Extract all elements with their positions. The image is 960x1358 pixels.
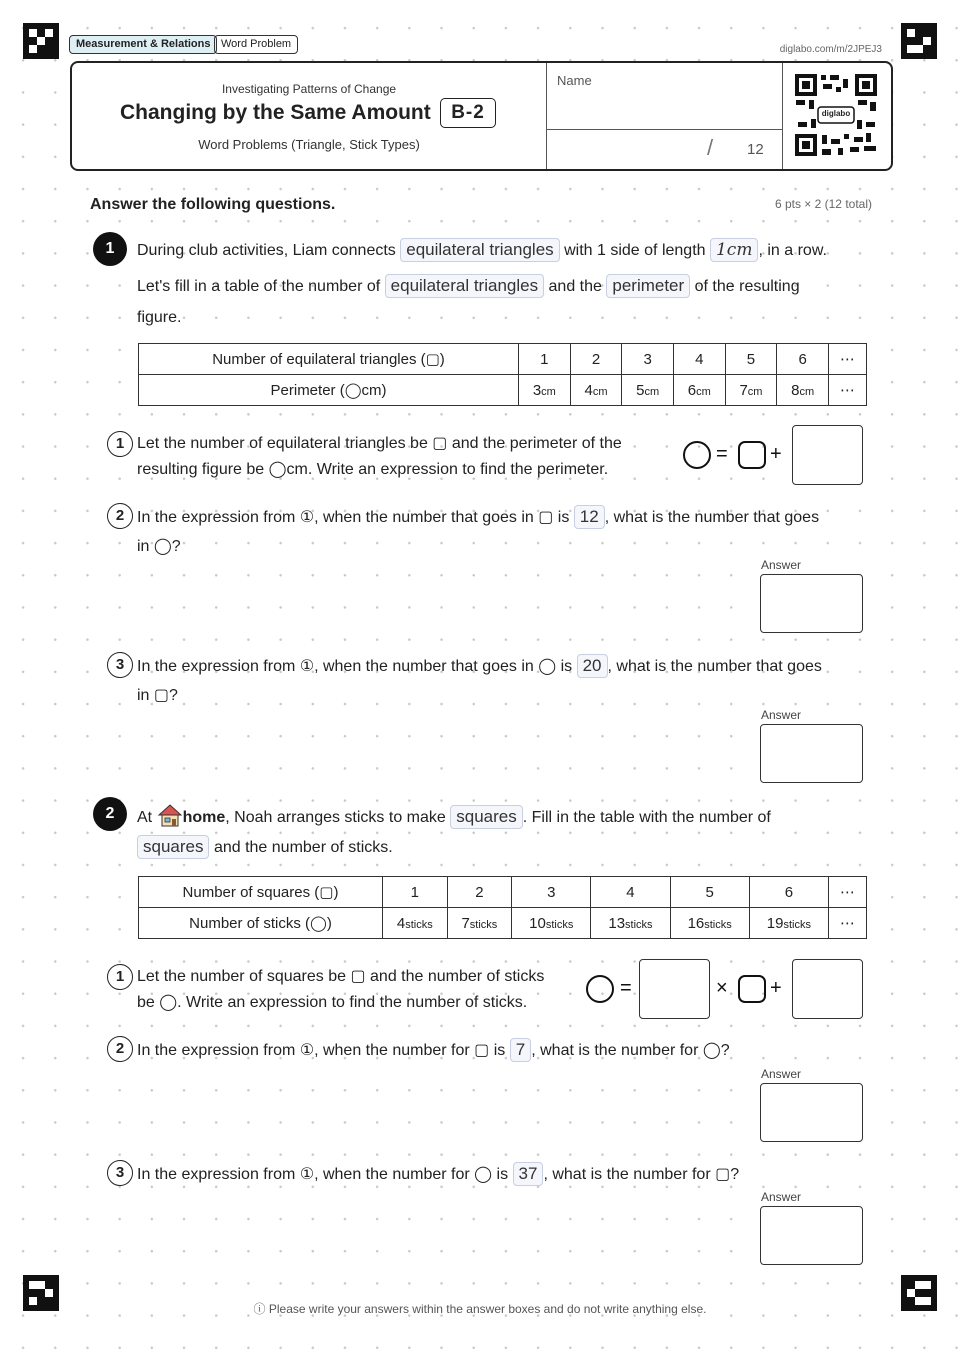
keyword-value: 20 (577, 654, 608, 678)
table-cell: 5 (725, 344, 777, 375)
table-header-cell: Number of equilateral triangles (▢) (139, 344, 519, 375)
name-score-area (546, 63, 783, 169)
q2-sub3-line1: In the expression from ①, when the number for ◯ is 37 , what is the number for ▢? (137, 1162, 739, 1186)
q1-text-line3: figure. (137, 309, 182, 326)
header-description: Word Problems (Triangle, Stick Types) (198, 137, 420, 152)
table-cell: 4 (673, 344, 725, 375)
answer-label: Answer (761, 1190, 802, 1204)
question-2-number: 2 (93, 797, 127, 831)
equals-sign: = (716, 443, 728, 465)
keyword-equilateral-triangles: equilateral triangles (400, 238, 559, 262)
name-label: Name (557, 73, 592, 88)
q1-sub1-line1: Let the number of equilateral triangles be ▢ and the perimeter of the (137, 435, 622, 452)
circle-symbol (683, 441, 711, 469)
times-sign: × (716, 977, 728, 999)
q2-sub2-line1: In the expression from ①, when the number for ▢ is 7 , what is the number for ◯? (137, 1038, 730, 1062)
q2-expression-constant-box[interactable] (792, 959, 863, 1019)
q2-sub1-line1: Let the number of squares be ▢ and the number of sticks (137, 968, 545, 985)
table-cell: 5 (670, 877, 749, 908)
worksheet-header (70, 61, 893, 171)
qr-code-icon (794, 73, 878, 157)
level-badge: B-2 (440, 98, 496, 128)
table-cell: 3 (512, 877, 591, 908)
table-cell: 16sticks (670, 908, 749, 939)
keyword-side-length: 1cm (710, 238, 758, 262)
plus-sign: + (770, 443, 782, 465)
keyword-perimeter: perimeter (606, 274, 690, 298)
q1-sub3-line1: In the expression from ①, when the number that goes in ◯ is 20 , what is the number that goes (137, 654, 822, 678)
q2-table-row-squares (139, 877, 867, 908)
page-title: Changing by the Same Amount (120, 101, 431, 124)
answer-label: Answer (761, 558, 802, 572)
answer-label: Answer (761, 1067, 802, 1081)
points-note: 6 pts × 2 (12 total) (774, 197, 872, 211)
score-slash: / (707, 135, 714, 160)
table-header-cell: Number of sticks (◯) (139, 908, 383, 939)
type-tag: Word Problem (214, 35, 298, 54)
q2-sub1-line2: be ◯. Write an expression to find the number of sticks. (137, 994, 528, 1011)
q2-sub3-number: 3 (107, 1160, 133, 1186)
footer-note: ⓘ Please write your answers within the answer boxes and do not write anything else. (253, 1302, 707, 1316)
q2-sub2-answer-box[interactable] (760, 1083, 863, 1142)
square-symbol (738, 975, 766, 1003)
q2-table-row-sticks (139, 908, 867, 939)
keyword-value: 12 (574, 505, 605, 529)
table-cell: 1 (519, 344, 571, 375)
table-header-cell: Number of squares (▢) (139, 877, 383, 908)
q1-table-row-count (139, 344, 867, 375)
keyword-equilateral-triangles: equilateral triangles (385, 274, 544, 298)
plus-sign: + (770, 977, 782, 999)
table-ellipsis: ⋯ (829, 908, 867, 939)
table-cell: 8cm (777, 375, 829, 406)
table-header-cell: Perimeter (◯cm) (139, 375, 519, 406)
table-cell: 6cm (673, 375, 725, 406)
equals-sign: = (620, 977, 632, 999)
square-symbol (738, 441, 766, 469)
table-cell: 1 (383, 877, 448, 908)
table-cell: 13sticks (591, 908, 670, 939)
score-total: 12 (747, 141, 764, 158)
table-cell: 4sticks (383, 908, 448, 939)
q2-expression-coefficient-box[interactable] (639, 959, 710, 1019)
table-cell: 7cm (725, 375, 777, 406)
q2-sub2-number: 2 (107, 1036, 133, 1062)
qr-label: diglabo (821, 109, 851, 118)
circle-symbol (586, 975, 614, 1003)
table-cell: 3 (622, 344, 674, 375)
q2-table (138, 876, 867, 939)
table-cell: 19sticks (749, 908, 828, 939)
table-ellipsis: ⋯ (829, 344, 867, 375)
table-cell: 2 (570, 344, 622, 375)
corner-marker-top-right (901, 23, 937, 59)
q2-text-line2: squares and the number of sticks. (137, 835, 393, 859)
q1-sub2-answer-box[interactable] (760, 574, 863, 633)
category-tag: Measurement & Relations (69, 35, 217, 54)
keyword-squares: squares (137, 835, 209, 859)
q1-table-row-perimeter (139, 375, 867, 406)
corner-marker-top-left (23, 23, 59, 59)
keyword-value: 37 (513, 1162, 544, 1186)
keyword-squares: squares (450, 805, 522, 829)
q1-text-line1: During club activities, Liam connects equilateral triangles with 1 side of length 1cm , in a row. (137, 240, 827, 260)
q1-sub3-number: 3 (107, 652, 133, 678)
instructions: Answer the following questions. (90, 196, 336, 213)
question-1-number: 1 (93, 232, 127, 266)
table-cell: 6 (777, 344, 829, 375)
answer-label: Answer (761, 708, 802, 722)
q1-sub2-line2: in ◯? (137, 538, 181, 555)
worksheet-url: diglabo.com/m/2JPEJ3 (779, 44, 882, 55)
table-cell: 4 (591, 877, 670, 908)
q1-sub2-line1: In the expression from ①, when the number that goes in ▢ is 12 , what is the number that goes (137, 505, 819, 529)
table-ellipsis: ⋯ (829, 877, 867, 908)
q2-text-line1: At home, Noah arranges sticks to make squares . Fill in the table with the number of (137, 803, 771, 829)
keyword-value: 7 (510, 1038, 531, 1062)
table-cell: 3cm (519, 375, 571, 406)
q1-table (138, 343, 867, 406)
table-cell: 6 (749, 877, 828, 908)
header-subtitle: Investigating Patterns of Change (221, 82, 397, 96)
q1-sub2-number: 2 (107, 503, 133, 529)
table-ellipsis: ⋯ (829, 375, 867, 406)
table-cell: 10sticks (512, 908, 591, 939)
q1-expression-answer-box[interactable] (792, 425, 863, 485)
table-cell: 7sticks (447, 908, 512, 939)
q2-sub1-number: 1 (107, 964, 133, 990)
q1-sub3-line2: in ▢? (137, 687, 178, 704)
table-cell: 5cm (622, 375, 674, 406)
q1-text-line2: Let's fill in a table of the number of equilateral triangles and the perimeter of the resulting (137, 274, 800, 298)
table-cell: 2 (447, 877, 512, 908)
house-icon (157, 803, 183, 827)
table-cell: 4cm (570, 375, 622, 406)
q1-sub3-answer-box[interactable] (760, 724, 863, 783)
q2-sub3-answer-box[interactable] (760, 1206, 863, 1265)
q1-sub1-number: 1 (107, 431, 133, 457)
q1-sub1-line2: resulting figure be ◯cm. Write an expression to find the perimeter. (137, 461, 609, 478)
